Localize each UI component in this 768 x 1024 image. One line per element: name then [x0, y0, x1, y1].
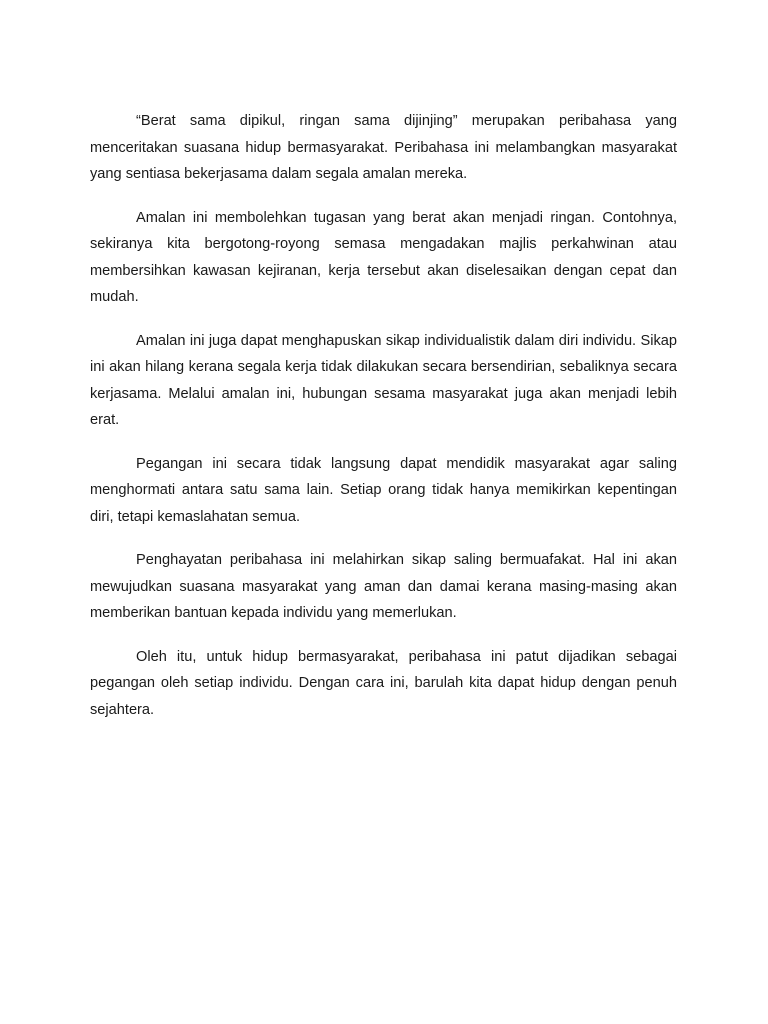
document-body — [90, 108, 677, 740]
paragraph-5: Penghayatan peribahasa ini melahirkan sikap saling bermuafakat. Hal ini akan mewujudkan suasana masyarakat yang aman dan damai kerana masing-masing akan memberikan bantuan kepada individu yang memerlukan. — [90, 552, 677, 621]
paragraph-3: Amalan ini juga dapat menghapuskan sikap individualistik dalam diri individu. Sikap ini akan hilang kerana segala kerja tidak dilakukan secara bersendirian, sebaliknya secara kerjasama. Melalui amalan ini, hubungan sesama masyarakat juga akan menjadi lebih erat. — [90, 332, 677, 428]
paragraph-6: Oleh itu, untuk hidup bermasyarakat, peribahasa ini patut dijadikan sebagai pegangan oleh setiap individu. Dengan cara ini, barulah kita dapat hidup dengan penuh sejahtera. — [90, 648, 677, 718]
paragraph-2: Amalan ini membolehkan tugasan yang berat akan menjadi ringan. Contohnya, sekiranya kita bergotong-royong semasa mengadakan majlis perkahwinan atau membersihkan kawasan kejiranan, kerja tersebut akan diselesaikan dengan cepat dan mudah. — [90, 209, 677, 305]
paragraph-1: “Berat sama dipikul, ringan sama dijinjing” merupakan peribahasa yang menceritakan suasana hidup bermasyarakat. Peribahasa ini melambangkan masyarakat yang sentiasa bekerjasama dalam segala amalan mereka. — [90, 113, 677, 182]
paragraph-4: Pegangan ini secara tidak langsung dapat mendidik masyarakat agar saling menghormati antara satu sama lain. Setiap orang tidak hanya memikirkan kepentingan diri, tetapi kemaslahatan semua. — [90, 455, 677, 525]
